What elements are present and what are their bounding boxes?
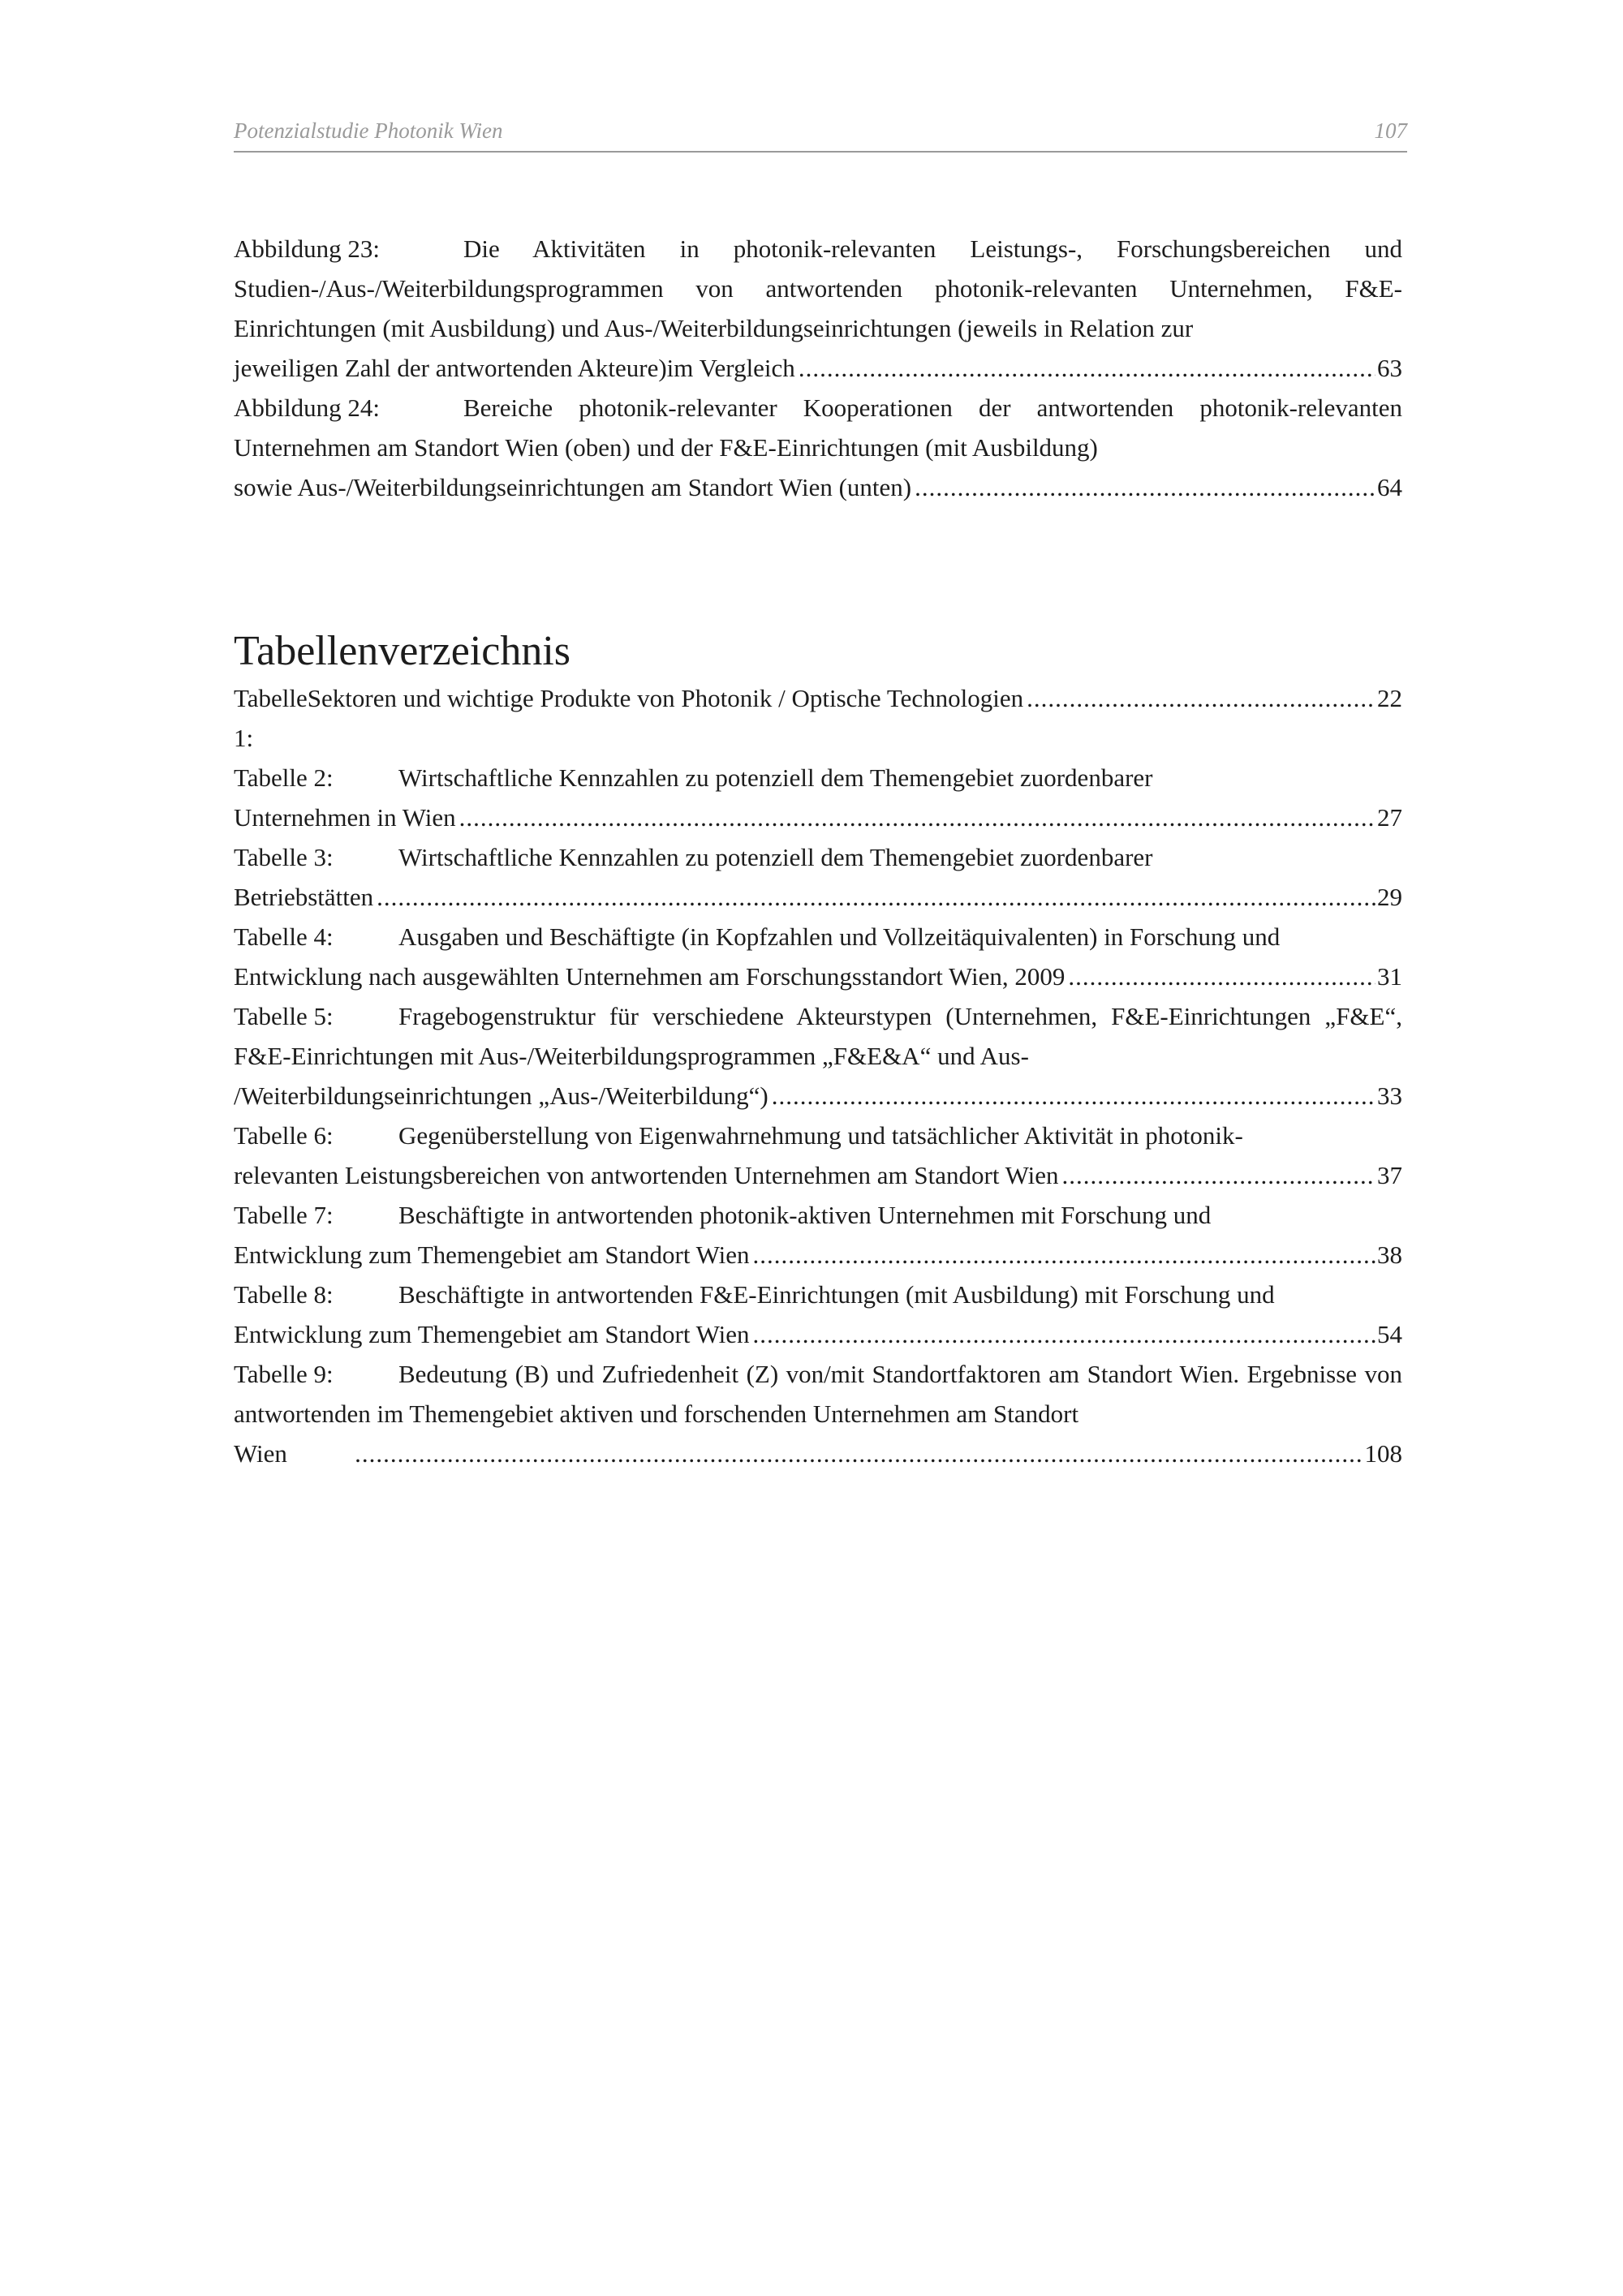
dot-leader — [1027, 678, 1375, 718]
entry-page-number[interactable]: 29 — [1377, 883, 1402, 911]
entry-page-number[interactable]: 64 — [1377, 473, 1402, 501]
table-label: Tabelle 6: — [234, 1121, 334, 1150]
entry-title-end: relevanten Leistungsbereichen von antwortenden Unternehmen am Standort Wien — [234, 1161, 1059, 1189]
entry-page-number[interactable]: 33 — [1377, 1081, 1402, 1110]
dot-leader — [915, 467, 1375, 507]
entry-title: Bedeutung (B) und Zufriedenheit (Z) von/mit Standortfaktoren am Standort Wien. Ergebnisse von antwortenden im Themengebiet aktiven und forschenden Unternehmen am Standort — [234, 1360, 1402, 1428]
figure-entry-24[interactable] — [234, 388, 1402, 507]
entry-title: Gegenüberstellung von Eigenwahrnehmung und tatsächlicher Aktivität in photonik- — [398, 1121, 1243, 1150]
table-entry-6[interactable] — [234, 1116, 1402, 1195]
figure-label: Abbildung 24: — [234, 393, 380, 422]
entry-title-end: Wien — [234, 1439, 287, 1468]
list-of-tables — [234, 626, 1402, 1473]
entry-title-end: Entwicklung zum Themengebiet am Standort Wien — [234, 1320, 750, 1348]
entry-page-number[interactable]: 54 — [1377, 1320, 1402, 1348]
table-label: Tabelle 5: — [234, 1002, 334, 1030]
entry-title-end: sowie Aus-/Weiterbildungseinrichtungen am Standort Wien (unten) — [234, 473, 912, 501]
table-label: Tabelle 9: — [234, 1360, 334, 1388]
entry-title: Fragebogenstruktur für verschiedene Akteurstypen (Unternehmen, F&E-Einrichtungen „F&E“, F&E-Einrichtungen mit Aus-/Weiterbildungsprogrammen „F&E&A“ und Aus- — [234, 1002, 1402, 1070]
page-number: 107 — [1374, 118, 1407, 143]
dot-leader — [799, 348, 1375, 388]
entry-page-number[interactable]: 63 — [1377, 354, 1402, 382]
table-entry-5[interactable] — [234, 996, 1402, 1116]
table-label: Tabelle 1: — [234, 684, 308, 752]
dot-leader — [753, 1235, 1375, 1275]
table-entry-2[interactable] — [234, 758, 1402, 837]
entry-title-end: Entwicklung nach ausgewählten Unternehmen am Forschungsstandort Wien, 2009 — [234, 962, 1065, 991]
figure-label: Abbildung 23: — [234, 234, 380, 263]
entry-title: Beschäftigte in antwortenden F&E-Einrichtungen (mit Ausbildung) mit Forschung und — [398, 1280, 1275, 1309]
dot-leader — [355, 1434, 1363, 1473]
table-entry-8[interactable] — [234, 1275, 1402, 1354]
table-entry-4[interactable] — [234, 917, 1402, 996]
table-label: Tabelle 8: — [234, 1280, 334, 1309]
entry-title: Wirtschaftliche Kennzahlen zu potenziell dem Themengebiet zuordenbarer — [398, 763, 1153, 792]
entry-page-number[interactable]: 38 — [1377, 1240, 1402, 1269]
running-header — [234, 115, 1407, 153]
table-label: Tabelle 2: — [234, 763, 334, 792]
list-of-figures-continued — [234, 229, 1402, 507]
entry-title: Wirtschaftliche Kennzahlen zu potenziell dem Themengebiet zuordenbarer — [398, 843, 1153, 871]
section-heading: Tabellenverzeichnis — [234, 628, 571, 674]
dot-leader — [772, 1076, 1375, 1116]
dot-leader — [1062, 1155, 1375, 1195]
entry-page-number[interactable]: 108 — [1364, 1439, 1402, 1468]
entry-page-number[interactable]: 31 — [1377, 962, 1402, 991]
entry-page-number[interactable]: 27 — [1377, 803, 1402, 832]
entry-title-end: Unternehmen in Wien — [234, 803, 456, 832]
table-label: Tabelle 4: — [234, 922, 334, 951]
entry-title-end: Entwicklung zum Themengebiet am Standort Wien — [234, 1240, 750, 1269]
dot-leader — [377, 877, 1375, 917]
document-title: Potenzialstudie Photonik Wien — [234, 118, 503, 143]
table-entry-9[interactable] — [234, 1354, 1402, 1473]
table-entry-3[interactable] — [234, 837, 1402, 917]
entry-page-number[interactable]: 37 — [1377, 1161, 1402, 1189]
entry-title-end: jeweiligen Zahl der antwortenden Akteure)im Vergleich — [234, 354, 795, 382]
entry-title: Sektoren und wichtige Produkte von Photonik / Optische Technologien — [307, 684, 1024, 712]
entry-title: Die Aktivitäten in photonik-relevanten Leistungs-, Forschungsbereichen und Studien-/Aus-/Weiterbildungsprogrammen von antwortenden photonik-relevanten Unternehmen, F&E-Einrichtungen (mit Ausbildung) und Aus-/Weiterbildungseinrichtungen (jeweils in Relation zur — [234, 234, 1402, 342]
dot-leader — [1068, 957, 1375, 996]
entry-title: Ausgaben und Beschäftigte (in Kopfzahlen und Vollzeitäquivalenten) in Forschung und — [398, 922, 1281, 951]
table-label: Tabelle 7: — [234, 1201, 334, 1229]
entry-title-end: /Weiterbildungseinrichtungen „Aus-/Weiterbildung“) — [234, 1081, 768, 1110]
entry-title: Bereiche photonik-relevanter Kooperationen der antwortenden photonik-relevanten Unternehmen am Standort Wien (oben) und der F&E-Einrichtungen (mit Ausbildung) — [234, 393, 1402, 462]
dot-leader — [459, 798, 1375, 837]
table-entry-1[interactable] — [234, 678, 1402, 758]
figure-entry-23[interactable] — [234, 229, 1402, 388]
dot-leader — [753, 1314, 1375, 1354]
entry-title: Beschäftigte in antwortenden photonik-aktiven Unternehmen mit Forschung und — [398, 1201, 1212, 1229]
entry-page-number[interactable]: 22 — [1377, 684, 1402, 712]
entry-title-end: Betriebstätten — [234, 883, 374, 911]
table-entry-7[interactable] — [234, 1195, 1402, 1275]
table-label: Tabelle 3: — [234, 843, 334, 871]
